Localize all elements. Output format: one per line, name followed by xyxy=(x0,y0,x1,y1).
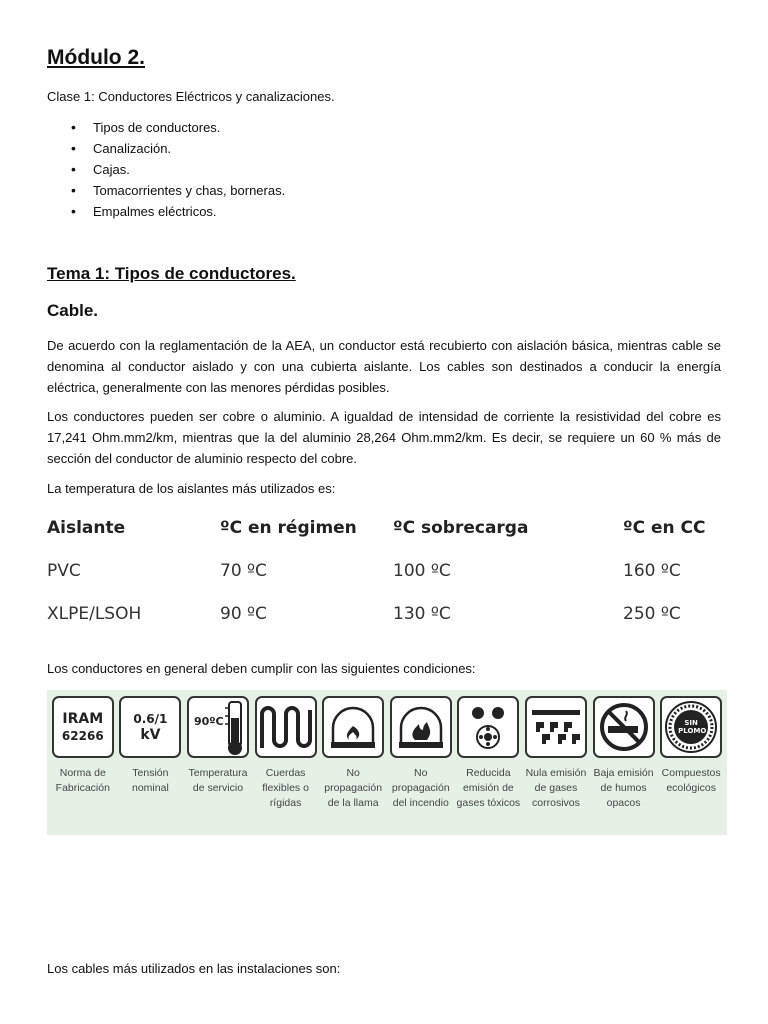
condition-item xyxy=(185,696,251,835)
header-cc: ºC en CC xyxy=(623,517,706,538)
condition-label: Norma de Fabricación xyxy=(55,767,110,794)
condition-item xyxy=(253,696,319,835)
condition-item xyxy=(118,696,184,835)
seal-text: SIN PLOMO xyxy=(678,719,707,735)
class-subtitle: Clase 1: Conductores Eléctricos y canalizaciones. xyxy=(47,89,335,104)
paragraph-definition: De acuerdo con la reglamentación de la AEA, un conductor está recubierto con aislación básica, mientras cable se denomina al conductor aislado y con una cubierta aislante. Los cables son destinados a conducir la energía eléctrica, generalmente con las menores pérdidas posibles. xyxy=(47,338,721,395)
thermometer-icon xyxy=(187,696,249,758)
voltage-text: 0.6/1 xyxy=(133,711,168,726)
condition-item xyxy=(388,696,454,835)
paragraph-temperature-intro: La temperatura de los aislantes más utilizados es: xyxy=(47,481,336,496)
table-header-row xyxy=(47,506,707,549)
section-heading: Cable. xyxy=(47,301,99,320)
condition-label: Baja emisión de humos opacos xyxy=(593,767,654,809)
table-cell: 70 ºC xyxy=(220,560,267,581)
condition-item xyxy=(591,696,657,835)
iram-standard-icon xyxy=(52,696,114,758)
condition-label: No propagación del incendio xyxy=(391,767,450,809)
paragraph-materials: Los conductores pueden ser cobre o aluminio. A igualdad de intensidad de corriente la resistividad del cobre es 17,241 Ohm.mm2/km, mientras que la del aluminio 28,264 Ohm.mm2/km. Es decir, se requiere un 60 % más de sección del conductor de aluminio respecto del cobre. xyxy=(47,409,721,466)
header-sobrecarga: ºC sobrecarga xyxy=(393,517,529,538)
list-item: • Tipos de conductores. xyxy=(47,117,285,138)
condition-label: Tensión nominal xyxy=(132,767,169,794)
condition-item xyxy=(320,696,386,835)
topic-list xyxy=(47,117,285,222)
flame-icon xyxy=(322,696,384,758)
temp-text: 90ºC xyxy=(193,715,224,728)
lead-free-seal-icon xyxy=(660,696,722,758)
theme-heading: Tema 1: Tipos de conductores. xyxy=(47,264,296,283)
voltage-unit: kV xyxy=(140,726,161,743)
condition-item xyxy=(658,696,724,835)
table-row xyxy=(47,592,707,635)
paragraph-conditions-intro: Los conductores en general deben cumplir con las siguientes condiciones: xyxy=(47,661,476,676)
table-cell: 100 ºC xyxy=(393,560,451,581)
corrosive-gas-icon xyxy=(525,696,587,758)
table-row xyxy=(47,549,707,592)
fire-icon xyxy=(390,696,452,758)
table-cell: PVC xyxy=(47,560,81,581)
paragraph-cables-intro: Los cables más utilizados en las instalaciones son: xyxy=(47,961,341,976)
list-item: • Empalmes eléctricos. xyxy=(47,201,285,222)
condition-label: Nula emisión de gases corrosivos xyxy=(525,767,587,809)
table-cell: 250 ºC xyxy=(623,603,681,624)
no-smoke-icon xyxy=(593,696,655,758)
iram-text: IRAM xyxy=(62,710,104,727)
condition-label: Reducida emisión de gases tóxicos xyxy=(456,767,521,809)
list-item: • Cajas. xyxy=(47,159,285,180)
header-regimen: ºC en régimen xyxy=(220,517,357,538)
iram-number: 62266 xyxy=(61,728,104,743)
flexible-conductor-icon xyxy=(255,696,317,758)
condition-item xyxy=(523,696,589,835)
table-cell: 130 ºC xyxy=(393,603,451,624)
table-cell: 160 ºC xyxy=(623,560,681,581)
condition-label: No propagación de la llama xyxy=(324,767,383,809)
insulation-temperature-table xyxy=(47,506,707,635)
voltage-icon xyxy=(119,696,181,758)
condition-item xyxy=(456,696,522,835)
condition-label: Cuerdas flexibles o rígidas xyxy=(262,767,309,809)
condition-label: Temperatura de servicio xyxy=(188,767,248,794)
table-cell: XLPE/LSOH xyxy=(47,603,142,624)
list-item: • Canalización. xyxy=(47,138,285,159)
header-aislante: Aislante xyxy=(47,517,126,538)
condition-item xyxy=(50,696,116,835)
toxic-gas-icon xyxy=(457,696,519,758)
list-item: • Tomacorrientes y chas, borneras. xyxy=(47,180,285,201)
conditions-icon-strip xyxy=(47,690,727,835)
table-cell: 90 ºC xyxy=(220,603,267,624)
page-title: Módulo 2. xyxy=(47,46,145,69)
condition-label: Compuestos ecológicos xyxy=(661,767,721,794)
